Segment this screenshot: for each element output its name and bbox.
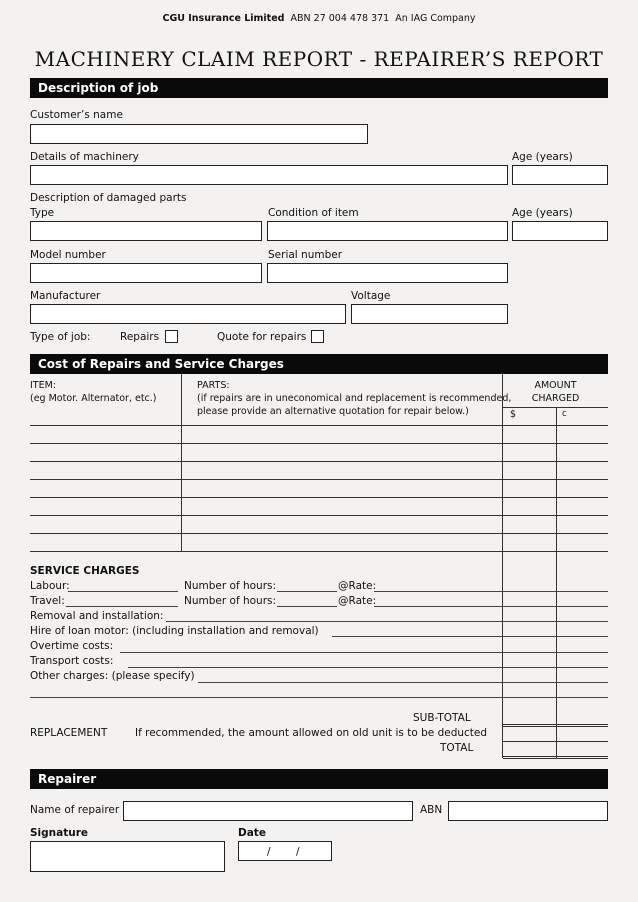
quote-checkbox[interactable] <box>311 330 324 343</box>
condition-label: Condition of item <box>268 207 359 219</box>
table-row-line <box>30 443 608 444</box>
page-title: MACHINERY CLAIM REPORT - REPAIRER’S REPORT <box>34 47 604 71</box>
abn-field[interactable] <box>448 801 608 821</box>
section-heading-cost: Cost of Repairs and Service Charges <box>30 354 608 374</box>
voltage-field[interactable] <box>351 304 508 324</box>
total-line-2 <box>503 758 608 759</box>
labour-label: Labour: <box>30 580 70 592</box>
table-row-line <box>30 425 608 426</box>
company-name: CGU Insurance Limited <box>162 13 285 24</box>
labour-rate-label: @Rate: <box>338 580 377 592</box>
overtime-label: Overtime costs: <box>30 640 114 652</box>
model-number-field[interactable] <box>30 263 262 283</box>
parts-subheader-2: please provide an alternative quotation for repair below.) <box>197 406 469 417</box>
service-charges-heading: SERVICE CHARGES <box>30 565 140 577</box>
date-separator-1: / <box>267 846 271 858</box>
transport-line[interactable] <box>128 667 608 668</box>
table-row-line <box>30 533 608 534</box>
type-field[interactable] <box>30 221 262 241</box>
age-years-label: Age (years) <box>512 151 573 163</box>
type-of-job-label: Type of job: <box>30 331 91 343</box>
cents-label: c <box>562 409 567 419</box>
table-row-line <box>30 479 608 480</box>
other-charges-line-2[interactable] <box>30 697 608 698</box>
table-vline-dollar <box>502 374 503 758</box>
parts-subheader-1: (if repairs are in uneconomical and replacement is recommended, <box>197 393 512 404</box>
amount-header-2: CHARGED <box>531 393 580 404</box>
overtime-line[interactable] <box>120 652 608 653</box>
condition-field[interactable] <box>267 221 508 241</box>
labour-hours-line[interactable] <box>277 591 337 592</box>
company-affiliate: An IAG Company <box>395 13 476 24</box>
item-header: ITEM: <box>30 380 57 391</box>
other-charges-line[interactable] <box>198 682 608 683</box>
dollar-label: $ <box>510 409 517 420</box>
removal-label: Removal and installation: <box>30 610 164 622</box>
parts-header: PARTS: <box>197 380 230 391</box>
travel-hours-line[interactable] <box>277 606 337 607</box>
travel-rate-line[interactable] <box>374 606 608 607</box>
removal-line[interactable] <box>166 621 608 622</box>
subtotal-line-2 <box>503 726 608 727</box>
section-heading-repairer: Repairer <box>30 769 608 789</box>
other-charges-label: Other charges: (please specify) <box>30 670 195 682</box>
travel-label: Travel: <box>30 595 65 607</box>
details-machinery-field[interactable] <box>30 165 508 185</box>
repairs-checkbox[interactable] <box>165 330 178 343</box>
amount-header-1: AMOUNT <box>534 380 577 391</box>
signature-label: Signature <box>30 827 89 839</box>
serial-number-label: Serial number <box>268 249 343 261</box>
voltage-label: Voltage <box>351 290 391 302</box>
travel-line[interactable] <box>66 606 178 607</box>
customer-name-label: Customer’s name <box>30 109 123 121</box>
table-vline-cents <box>556 407 557 758</box>
table-row-line <box>30 497 608 498</box>
repairer-name-label: Name of repairer <box>30 804 120 816</box>
serial-number-field[interactable] <box>267 263 508 283</box>
total-line <box>503 756 608 757</box>
manufacturer-field[interactable] <box>30 304 346 324</box>
date-field[interactable] <box>238 841 332 861</box>
repairer-name-field[interactable] <box>123 801 413 821</box>
table-row-line <box>30 461 608 462</box>
details-machinery-label: Details of machinery <box>30 151 139 163</box>
company-abn: ABN 27 004 478 371 <box>290 13 390 24</box>
travel-rate-label: @Rate: <box>338 595 377 607</box>
labour-hours-label: Number of hours: <box>184 580 277 592</box>
date-label: Date <box>238 827 266 839</box>
date-separator-2: / <box>296 846 300 858</box>
table-vline-item <box>181 374 182 552</box>
labour-line[interactable] <box>68 591 178 592</box>
age-years-field[interactable] <box>512 165 608 185</box>
quote-label: Quote for repairs <box>217 331 307 343</box>
age-years-label-2: Age (years) <box>512 207 573 219</box>
subtotal-line <box>503 724 608 725</box>
travel-hours-label: Number of hours: <box>184 595 277 607</box>
company-line <box>0 14 638 24</box>
abn-label: ABN <box>420 804 443 816</box>
total-label: TOTAL <box>440 742 474 754</box>
section-heading-description: Description of job <box>30 78 608 98</box>
age-years-field-2[interactable] <box>512 221 608 241</box>
repairs-label: Repairs <box>120 331 160 343</box>
labour-rate-line[interactable] <box>374 591 608 592</box>
hire-line[interactable] <box>332 636 608 637</box>
replacement-text: If recommended, the amount allowed on old unit is to be deducted <box>135 727 488 739</box>
model-number-label: Model number <box>30 249 106 261</box>
replacement-label: REPLACEMENT <box>30 727 108 739</box>
item-subheader: (eg Motor. Alternator, etc.) <box>30 393 157 404</box>
replacement-line <box>503 741 608 742</box>
manufacturer-label: Manufacturer <box>30 290 101 302</box>
signature-field[interactable] <box>30 841 225 872</box>
table-row-line <box>30 551 608 552</box>
type-label: Type <box>30 207 55 219</box>
damaged-parts-label: Description of damaged parts <box>30 192 187 204</box>
hire-label: Hire of loan motor: (including installation and removal) <box>30 625 319 637</box>
transport-label: Transport costs: <box>30 655 114 667</box>
customer-name-field[interactable] <box>30 124 368 144</box>
table-row-line <box>30 515 608 516</box>
subtotal-label: SUB-TOTAL <box>413 712 471 724</box>
